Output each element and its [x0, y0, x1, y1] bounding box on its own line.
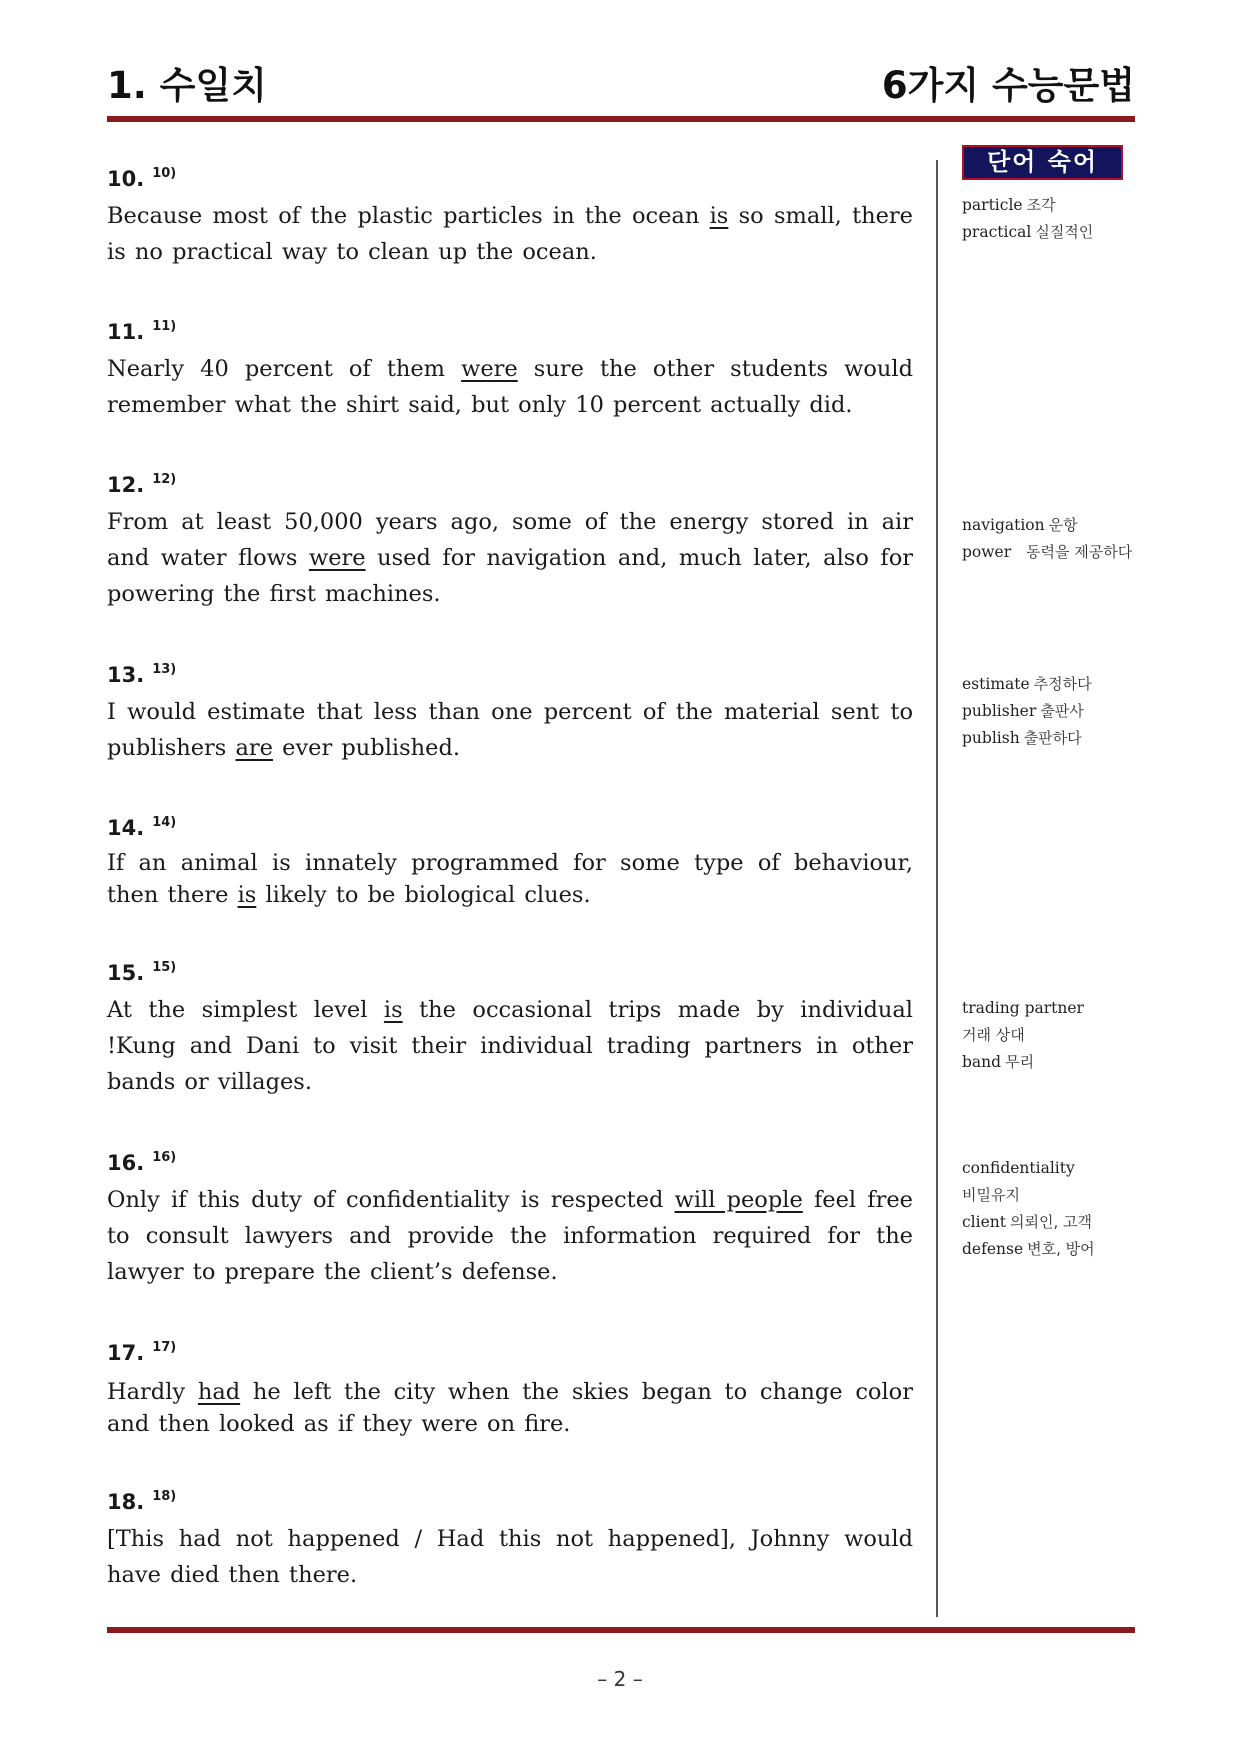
item-sentence: Nearly 40 percent of them were sure the other students would remember what the shirt said, but only 10 percent actually did. [107, 356, 913, 418]
header-rule [107, 116, 1135, 122]
footnote-ref: 10) [152, 166, 177, 181]
vocab-entry: publisher 출판사 [962, 702, 1084, 720]
vocab-entry: particle 조각 [962, 196, 1056, 214]
footnote-ref: 15) [152, 960, 177, 975]
exercise-item [107, 1144, 913, 1290]
vocabulary-badge: 단어 숙어 [962, 145, 1123, 180]
exercise-item [107, 656, 913, 766]
exercise-item [107, 809, 913, 911]
item-number: 14. $^{14)}$ [107, 815, 177, 840]
item-sentence: From at least 50,000 years ago, some of the energy stored in air and water flows were used for navigation and, much later, also for powering the first machines. [107, 509, 913, 607]
item-number: 15. $^{15)}$ [107, 960, 177, 985]
item-sentence: Hardly had he left the city when the skies began to change color and then looked as if they were on fire. [107, 1379, 913, 1437]
vocab-entry: practical 실질적인 [962, 223, 1094, 241]
vocab-entry: publish 출판하다 [962, 729, 1082, 747]
vocab-entry: band 무리 [962, 1053, 1035, 1071]
footnote-ref: 14) [152, 815, 177, 830]
footnote-ref: 11) [152, 319, 177, 334]
exercise-item [107, 1483, 913, 1593]
item-number: 17. $^{17)}$ [107, 1340, 177, 1365]
exercise-item [107, 954, 913, 1100]
vocab-entry: defense 변호, 방어 [962, 1240, 1095, 1258]
item-number: 12. $^{12)}$ [107, 472, 177, 497]
exercise-item [107, 160, 913, 270]
item-number: 10. $^{10)}$ [107, 166, 177, 191]
footnote-ref: 17) [152, 1340, 177, 1355]
vocab-entry: client 의뢰인, 고객 [962, 1213, 1092, 1231]
column-divider [936, 160, 938, 1617]
vocab-entry: navigation 운항 [962, 516, 1078, 534]
exercise-item [107, 1334, 913, 1440]
item-number: 11. $^{11)}$ [107, 319, 177, 344]
item-sentence: Only if this duty of confidentiality is respected will people feel free to consult lawyers and provide the information required for the lawyer to prepare the client’s defense. [107, 1187, 913, 1285]
page-header [107, 62, 1135, 110]
book-title: 6가지 수능문법 [881, 64, 1135, 107]
footer-rule [107, 1627, 1135, 1633]
footnote-ref: 12) [152, 472, 177, 487]
vocab-group [962, 512, 1142, 566]
item-number: 13. $^{13)}$ [107, 662, 177, 687]
exercise-item [107, 466, 913, 612]
vocab-entry: power 동력을 제공하다 [962, 543, 1133, 561]
footnote-ref: 16) [152, 1150, 177, 1165]
exercise-item [107, 313, 913, 423]
item-sentence: [This had not happened / Had this not happened], Johnny would have died then there. [107, 1526, 913, 1588]
item-sentence: I would estimate that less than one percent of the material sent to publishers are ever published. [107, 699, 913, 761]
footnote-ref: 13) [152, 662, 177, 677]
footnote-ref: 18) [152, 1489, 177, 1504]
page-number: – 2 – [597, 1667, 643, 1691]
item-number: 18. $^{18)}$ [107, 1489, 177, 1514]
item-sentence: Because most of the plastic particles in the ocean is so small, there is no practical way to clean up the ocean. [107, 203, 913, 265]
item-number: 16. $^{16)}$ [107, 1150, 177, 1175]
vocab-group [962, 671, 1142, 752]
item-sentence: At the simplest level is the occasional trips made by individual !Kung and Dani to visit their individual trading partners in other bands or villages. [107, 997, 913, 1095]
vocab-entry: trading partner 거래 상대 [962, 999, 1084, 1044]
vocab-group [962, 192, 1142, 246]
chapter-title: 1. 수일치 [107, 64, 267, 107]
vocab-group [962, 995, 1142, 1076]
vocab-group [962, 1155, 1142, 1263]
item-sentence: If an animal is innately programmed for some type of behaviour, then there is likely to be biological clues. [107, 850, 913, 908]
vocab-entry: confidentiality 비밀유지 [962, 1159, 1075, 1204]
vocab-entry: estimate 추정하다 [962, 675, 1092, 693]
